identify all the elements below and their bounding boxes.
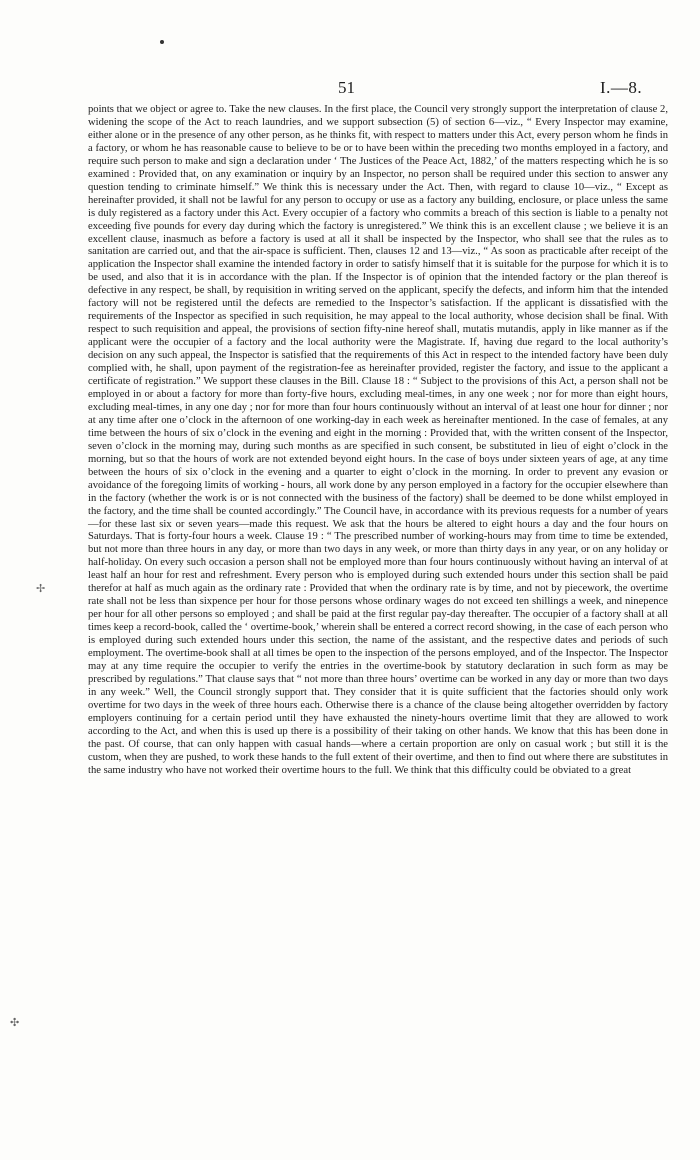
document-id: I.—8.: [600, 78, 643, 97]
page-number: 51: [338, 78, 355, 97]
margin-mark: ✢: [36, 583, 46, 595]
body-text: points that we object or agree to. Take the new clauses. In the first place, the Council very strongly support the interpretation of clause 2, widening the scope of the Act to reach laundries, and we support subsection (5) of section 6—viz., “ Every Inspector may examine, either alone or in the presence of any other person, as he thinks fit, with respect to matters under this Act, every person whom he finds in a factory, or whom he has reasonable cause to believe to be or to have been within the preceding two months employed in a factory, and require such person to make and sign a declaration under ‘ The Justices of the Peace Act, 1882,’ of the matters respecting which he is so examined : Provided that, on any examination or inquiry by an Inspector, no person shall be required under this section to answer any question tending to criminate himself.” We think this is necessary under the Act. Then, with regard to clause 10—viz., “ Except as hereinafter provided, it shall not be lawful for any person to occupy or use as a factory any building, enclosure, or place unless the same is duly registered as a factory under this Act. Every occupier of a factory who commits a breach of this section is liable to a penalty not exceeding five pounds for every day during which the factory is unregistered.” We think this is an excellent clause ; we believe it is an excellent clause, inasmuch as before a factory is used at all it shall be inspected by the Inspector, who shall see that the rules as to sanitation are carried out, and that the air-space is sufficient. Then, clauses 12 and 13—viz., “ As soon as practicable after receipt of the application the Inspector shall examine the intended factory in order to satisfy himself that it is suitable for the purpose for which it is to be used, and also that it is in accordance with the plan. If the Inspector is of opinion that the intended factory or the plan thereof is defective in any respect, be shall, by requisition in writing served on the applicant, specify the defects, and inform him that the intended factory will not be registered until the defects are remedied to the Inspector’s satisfaction. If the applicant is dissatisfied with the requirements of the Inspector as specified in such requisition, he may appeal to the local authority, whose decision shall be final. With respect to such requisition and appeal, the provisions of section fifty-nine hereof shall, mutatis mutandis, apply in like manner as if the applicant were the occupier of a factory and the local authority were the Magistrate. If, having due regard to the local authority’s decision on any such appeal, the Inspector is satisfied that the requirements of this Act in respect to the intended factory have been duly complied with, he shall, upon payment of the registration-fee as hereinafter provided, register the factory, and issue to the applicant a certificate of registration.” We support these clauses in the Bill. Clause 18 : “ Subject to the provisions of this Act, a person shall not be employed in or about a factory for more than forty-five hours, excluding meal-times, in any one week ; nor for more than eight hours, excluding meal-times, in any one day ; nor for more than four hours continuously without an interval of at least one hour for dinner ; nor at any time after one o’clock in the afternoon of one working-day in each week as hereinafter mentioned. In the case of females, at any time between the hours of six o’clock in the evening and eight in the morning : Provided that, with the written consent of the Inspector, seven o’clock in the morning may, during such months as are specified in such consent, be substituted in lieu of eight o’clock in the morning, but so that the hours of work are not extended beyond eight hours. In the case of boys under sixteen years of age, at any time between the hours of six o’clock in the evening and a quarter to eight o’clock in the morning. In order to prevent any evasion or avoidance of the foregoing limits of working - hours, all work done by any person employed in a factory for the occupier elsewhere than in the factory (whether the work is or is not connected with the business of the factory) shall be deemed to be done whilst employed in the factory, and the time shall be counted accordingly.” The Council have, in accordance with its previous requests for a number of years—for these last six or seven years—made this request. We ask that the hours be altered to eight hours a day and the four hours on Saturdays. That is forty-four hours a week. Clause 19 : “ The prescribed number of working-hours may from time to time be extended, but not more than three hours in any day, or more than two days in any week, or more than thirty days in any year, or on any holiday or half-holiday. On every such occasion a person shall not be employed more than four hours continuously without having an interval of at least half an hour for rest and refreshment. Every person who is employed during such extended hours under this section shall be paid therefor at half as much again as the ordinary rate : Provided that when the ordinary rate is by time, and not by piecework, the overtime rate shall not be less than sixpence per hour for those persons whose ordinary wages do not exceed ten shillings a week, and ninepence per hour for all other persons so employed ; and shall be paid at the first regular pay-day thereafter. The occupier of a factory shall at all times keep a record-book, called the ‘ overtime-book,’ wherein shall be entered a correct record showing, in the case of each person who is employed during such extended hours under this section, the name of the assistant, and the respective dates and periods of such employment. The overtime-book shall at all times be open to the inspection of the persons employed, and of the Inspector. The Inspector may at any time require the occupier to verify the entries in the overtime-book by statutory declaration in such form as may be prescribed by regulations.” That clause says that “ not more than three hours’ overtime can be worked in any day or more than two days in any week.” Well, the Council strongly support that. They consider that it is quite sufficient that the factories should only work overtime for two days in the week of three hours each. Otherwise there is a chance of the clause being altogether overridden by factory employers continuing for a certain period until they have exhausted the ninety-hours overtime limit that they are allowed to work according to the Act, and when this is used up there is a possibility of their taking on other hands. We know that this has been done in the past. Of course, that can only happen with casual hands—where a certain proportion are only on casual work ; but still it is the custom, when they are pushed, to work these hands to the full extent of their overtime, and then to find out where there are substitutes in the same industry who have not worked their overtime hours to the full. We think that this difficulty could be obviated to a great: [88, 104, 668, 776]
margin-mark: ✣: [10, 1017, 20, 1029]
ink-dot: [160, 40, 164, 44]
